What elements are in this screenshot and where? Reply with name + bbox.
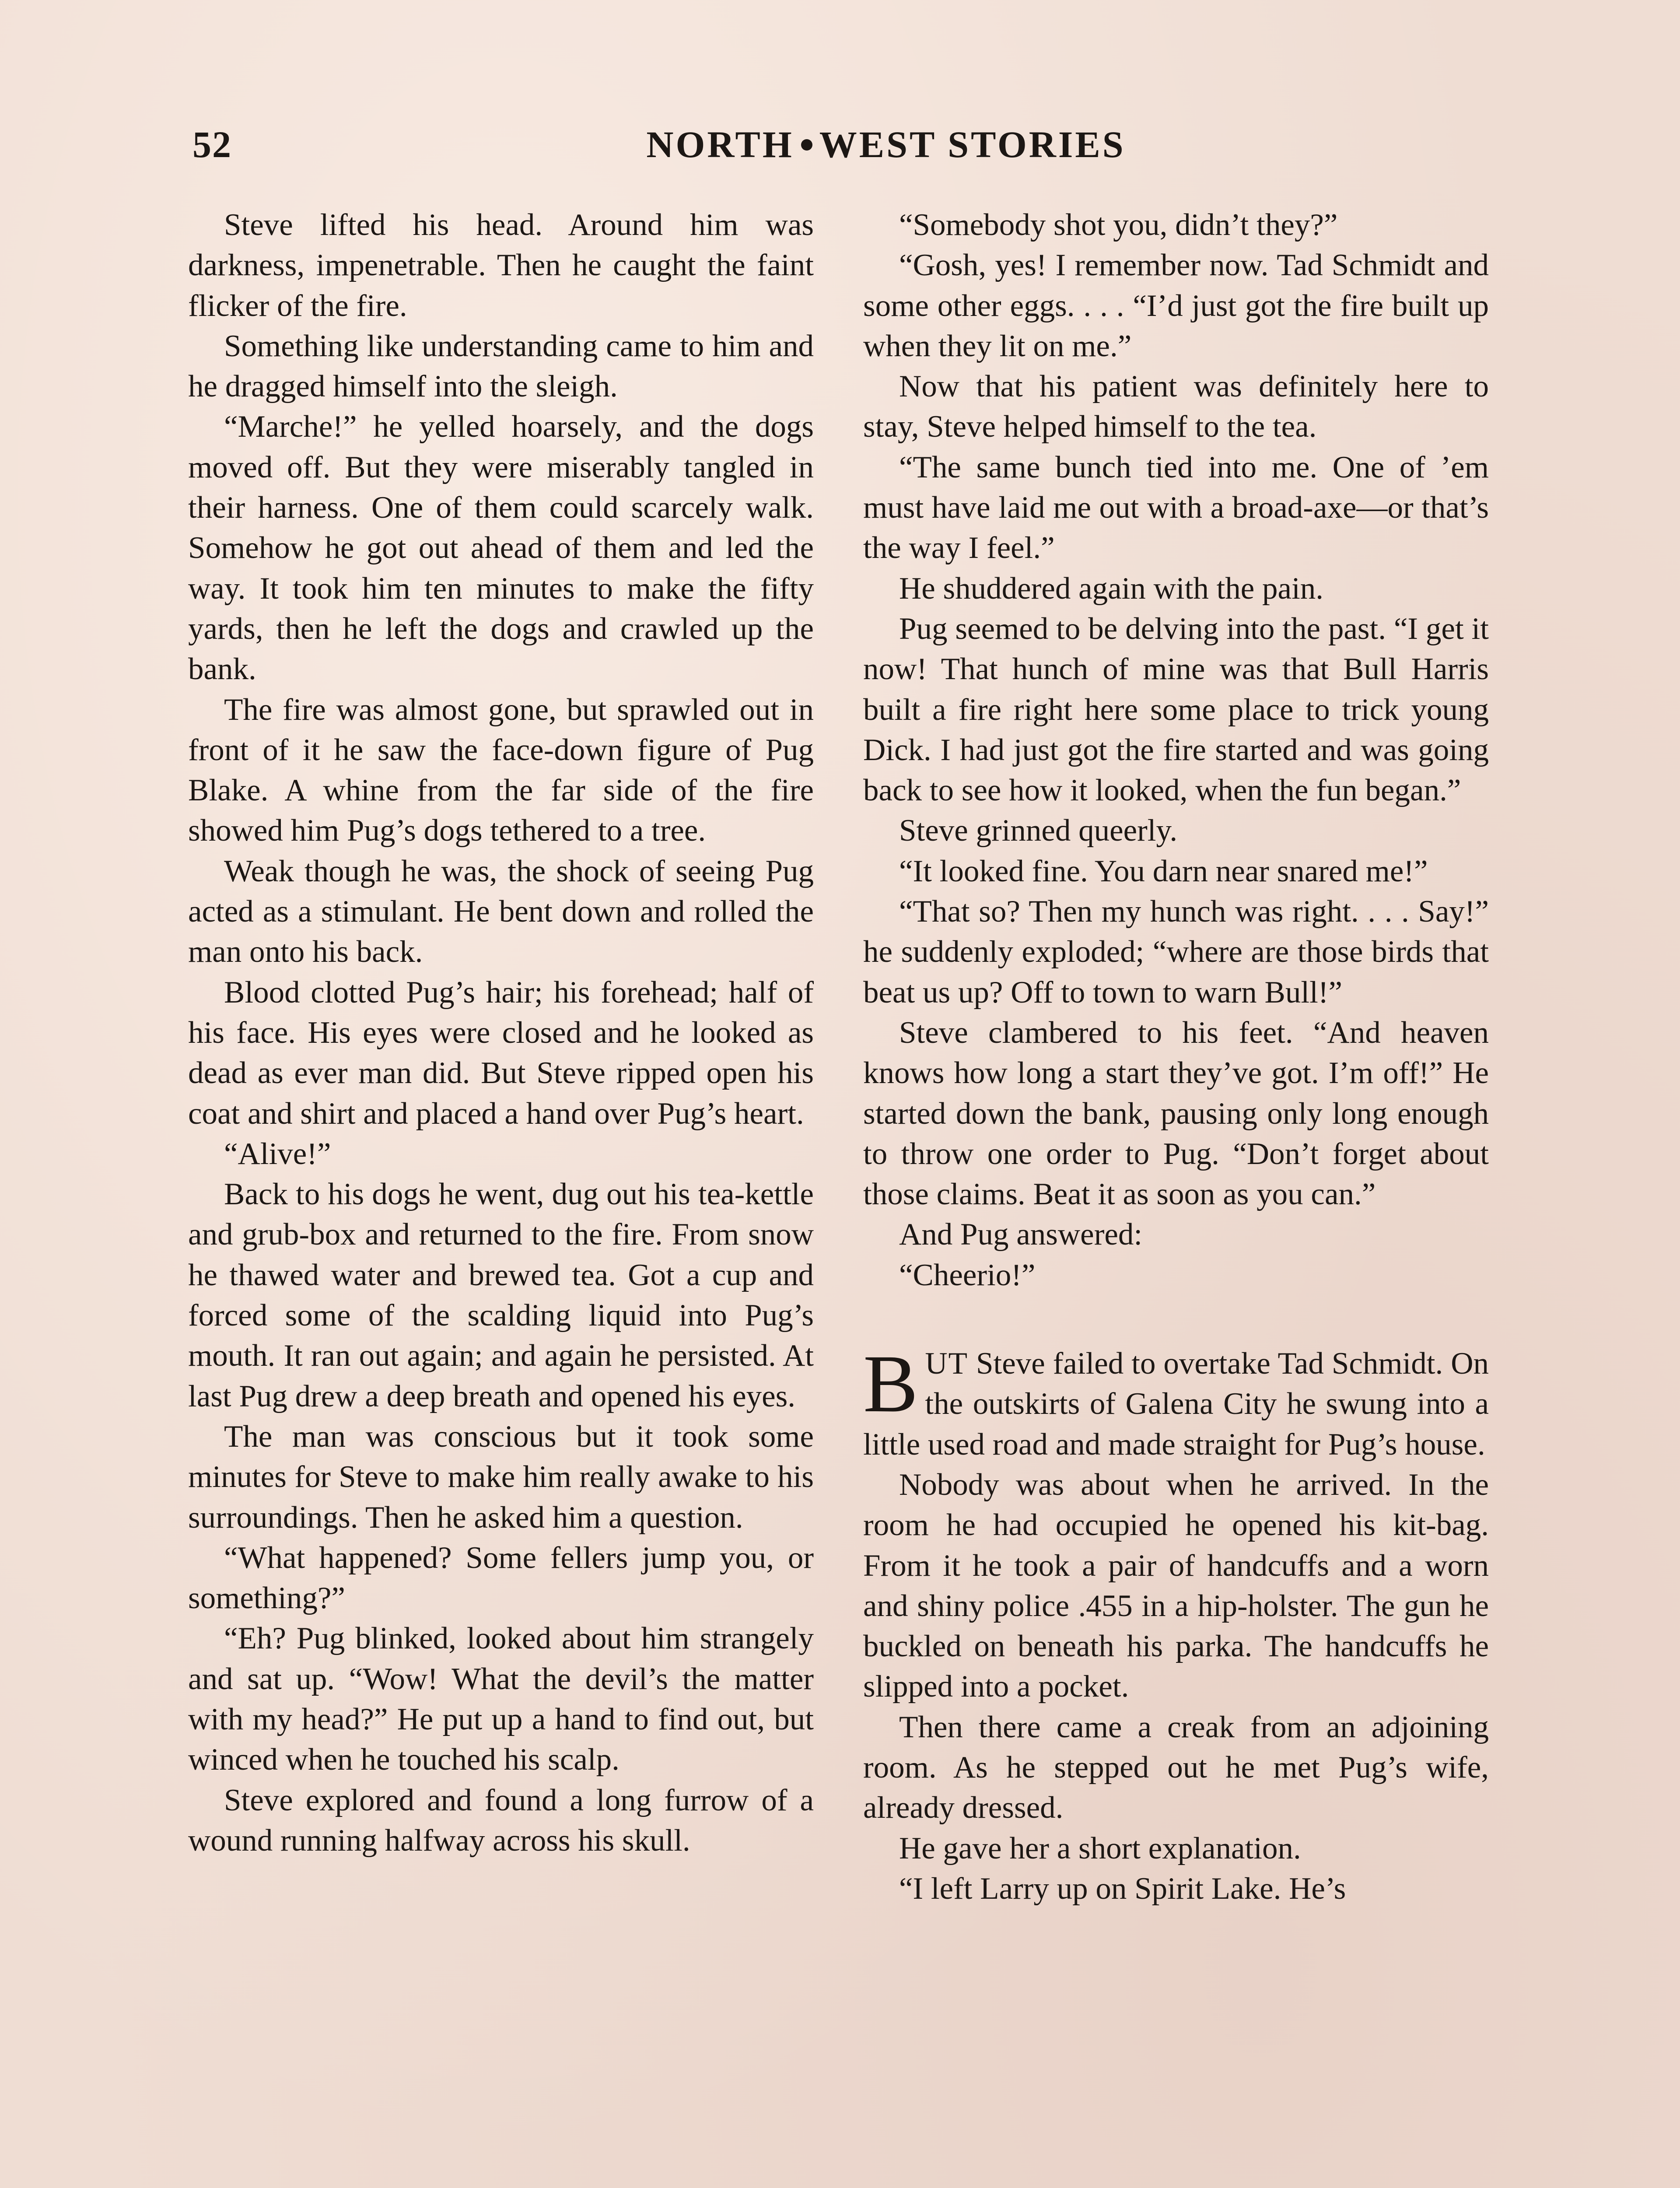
paragraph: “Somebody shot you, didn’t they?” [899, 208, 1338, 242]
paragraph: Pug seemed to be delving into the past. “I get it now! That hunch of mine was that Bull Harris built a fire right here some place to trick young Dick. I had just got the fire started and was going back to see how it looked, when the fun began.” [863, 611, 1489, 808]
paragraph: Steve explored and found a long furrow of a wound running halfway across his skull. [188, 1783, 814, 1858]
paragraph: Steve clambered to his feet. “And heaven knows how long a start they’ve got. I’m off!” He started down the bank, pausing only long enough to throw one order to Pug. “Don’t forget about those claims. Beat it as soon as you can.” [863, 1015, 1489, 1212]
section-opening-paragraph [863, 1338, 1489, 1465]
paragraph: Steve grinned queerly. [899, 813, 1178, 848]
paragraph: He shuddered again with the pain. [899, 571, 1324, 606]
page-number: 52 [192, 123, 232, 165]
paragraph: “I left Larry up on Spirit Lake. He’s [899, 1871, 1346, 1906]
paragraph: “Gosh, yes! I remember now. Tad Schmidt and some other eggs. . . . “I’d just got the fire built up when they lit on me.” [863, 248, 1489, 363]
left-column [188, 205, 814, 1861]
paragraph: Something like understanding came to him and he dragged himself into the sleigh. [188, 329, 814, 404]
running-title-part1: NORTH [646, 123, 794, 165]
paragraph: “Alive!” [224, 1136, 331, 1171]
page-header [192, 118, 1505, 171]
paragraph: “Marche!” he yelled hoarsely, and the dogs moved off. But they were miserably tangled in their harness. One of them could scarcely walk. Somehow he got out ahead of them and led the way. It took him ten minutes to make the fifty yards, then he left the dogs and crawled up the bank. [188, 410, 814, 687]
paragraph: “Cheerio!” [899, 1258, 1036, 1292]
paragraph: Weak though he was, the shock of seeing Pug acted as a stimulant. He bent down and rolled the man onto his back. [188, 854, 814, 969]
right-column [863, 205, 1489, 1909]
paragraph: “The same bunch tied into me. One of ’em must have laid me out with a broad-axe—or that’s the way I feel.” [863, 450, 1489, 565]
paragraph: The fire was almost gone, but sprawled out in front of it he saw the face-down figure of Pug Blake. A whine from the far side of the fire showed him Pug’s dogs tethered to a tree. [188, 692, 814, 848]
paragraph: The man was conscious but it took some minutes for Steve to make him really awake to his surroundings. Then he asked him a question. [188, 1419, 814, 1535]
paragraph: He gave her a short explanation. [899, 1831, 1301, 1865]
paragraph: And Pug answered: [899, 1217, 1143, 1252]
paragraph: Blood clotted Pug’s hair; his forehead; half of his face. His eyes were closed and he looked as dead as ever man did. But Steve ripped open his coat and shirt and placed a hand over Pug’s heart. [188, 975, 814, 1131]
title-bullet-icon [801, 139, 812, 151]
paragraph: Now that his patient was definitely here to stay, Steve helped himself to the tea. [863, 369, 1489, 444]
paragraph: “That so? Then my hunch was right. . . . Say!” he suddenly exploded; “where are those birds that beat us up? Off to town to warn Bull!” [863, 894, 1489, 1010]
paragraph: “Eh? Pug blinked, looked about him strangely and sat up. “Wow! What the devil’s the matter with my head?” He put up a hand to find out, but winced when he touched his scalp. [188, 1621, 814, 1777]
paragraph: Steve lifted his head. Around him was darkness, impenetrable. Then he caught the faint flicker of the fire. [188, 208, 814, 323]
paragraph: Nobody was about when he arrived. In the room he had occupied he opened his kit-bag. From it he took a pair of handcuffs and a worn and shiny police .455 in a hip-holster. The gun he buckled on beneath his parka. The handcuffs he slipped into a pocket. [863, 1467, 1489, 1704]
paragraph: Then there came a creak from an adjoining room. As he stepped out he met Pug’s wife, already dressed. [863, 1710, 1489, 1825]
paragraph: “What happened? Some fellers jump you, or something?” [188, 1540, 814, 1616]
small-caps-lead: UT [925, 1346, 969, 1381]
paragraph: Back to his dogs he went, dug out his tea-kettle and grub-box and returned to the fire. From snow he thawed water and brewed tea. Got a cup and forced some of the scalding liquid into Pug’s mouth. It ran out again; and again he persisted. At last Pug drew a deep breath and opened his eyes. [188, 1177, 814, 1413]
paragraph: “It looked fine. You darn near snared me!” [899, 854, 1428, 888]
section-opening-text: Steve failed to overtake Tad Schmidt. On the outskirts of Galena City he swung into a little used road and made straight for Pug’s house. [863, 1346, 1489, 1462]
drop-cap: B [863, 1338, 918, 1430]
running-title-part2: WEST STORIES [819, 123, 1126, 165]
running-title [192, 118, 1505, 171]
